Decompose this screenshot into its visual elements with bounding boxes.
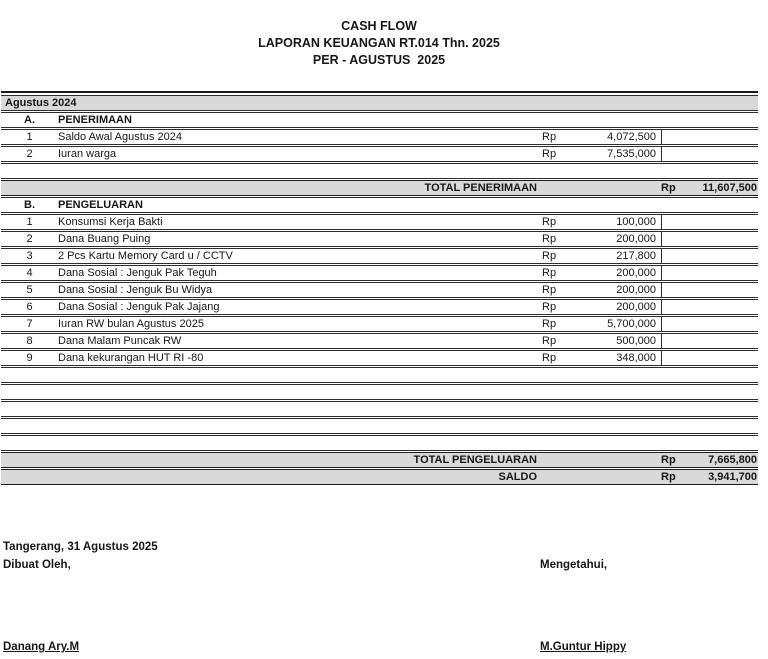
table-row	[1, 129, 758, 145]
row-number: 6	[26, 301, 33, 313]
table-row	[1, 282, 758, 298]
section-a-header-row	[1, 112, 758, 128]
total-pengeluaran-row	[1, 452, 758, 468]
empty-row	[1, 435, 758, 451]
row-number: 7	[26, 318, 33, 330]
row-amount: 200,000	[616, 233, 656, 245]
currency-label: Rp	[661, 471, 676, 483]
saldo-amount: 3,941,700	[708, 471, 757, 483]
row-description: Dana Sosial : Jenguk Pak Teguh	[58, 267, 217, 279]
row-description: Konsumsi Kerja Bakti	[58, 216, 163, 228]
total-penerimaan-amount: 11,607,500	[702, 182, 757, 194]
right-spacer-cell	[661, 147, 758, 161]
currency-label: Rp	[542, 148, 557, 160]
row-number: 5	[26, 284, 33, 296]
empty-row	[1, 367, 758, 383]
right-spacer-cell	[661, 317, 758, 331]
empty-row	[1, 401, 758, 417]
currency-label: Rp	[542, 301, 557, 313]
row-amount: 100,000	[616, 216, 656, 228]
table-row	[1, 299, 758, 315]
right-spacer-cell	[661, 266, 758, 280]
report-period: PER - AGUSTUS 2025	[312, 53, 446, 67]
currency-label: Rp	[542, 233, 557, 245]
table-row	[1, 333, 758, 349]
table-top-rule	[1, 91, 758, 93]
row-description: Dana Sosial : Jenguk Pak Jajang	[58, 301, 220, 313]
table-row	[1, 350, 758, 366]
currency-label: Rp	[542, 250, 557, 262]
row-amount: 200,000	[616, 267, 656, 279]
report-subtitle: LAPORAN KEUANGAN RT.014 Thn. 2025	[258, 36, 500, 50]
total-pengeluaran-label: TOTAL PENGELUARAN	[413, 454, 537, 466]
saldo-label: SALDO	[498, 471, 537, 483]
prepared-by-signature-name: Danang Ary.M	[3, 641, 80, 653]
right-spacer-cell	[661, 130, 758, 144]
report-title: CASH FLOW	[341, 19, 417, 33]
row-description: Iuran RW bulan Agustus 2025	[58, 318, 204, 330]
section-a-code: A.	[24, 114, 35, 126]
period-header-row	[1, 95, 758, 111]
period-label: Agustus 2024	[5, 97, 77, 109]
place-date-line: Tangerang, 31 Agustus 2025	[3, 541, 158, 553]
row-description: Iuran warga	[58, 148, 117, 160]
row-number: 8	[26, 335, 33, 347]
table-row	[1, 214, 758, 230]
table-row	[1, 248, 758, 264]
row-description: 2 Pcs Kartu Memory Card u / CCTV	[58, 250, 233, 262]
currency-label: Rp	[542, 284, 557, 296]
row-amount: 7,535,000	[607, 148, 656, 160]
row-description: Dana Buang Puing	[58, 233, 151, 245]
saldo-row	[1, 469, 758, 485]
empty-row	[1, 418, 758, 434]
cash-flow-table	[1, 91, 758, 486]
table-row	[1, 146, 758, 162]
row-amount: 200,000	[616, 301, 656, 313]
section-b-heading: PENGELUARAN	[58, 199, 143, 211]
right-spacer-cell	[661, 300, 758, 314]
row-description: Dana Malam Puncak RW	[58, 335, 182, 347]
row-amount: 500,000	[616, 335, 656, 347]
row-number: 1	[26, 131, 33, 143]
table-row	[1, 265, 758, 281]
currency-label: Rp	[661, 454, 676, 466]
section-b-code: B.	[24, 199, 35, 211]
row-number: 4	[26, 267, 33, 279]
currency-label: Rp	[661, 182, 676, 194]
right-spacer-cell	[661, 215, 758, 229]
right-spacer-cell	[661, 249, 758, 263]
currency-label: Rp	[542, 352, 557, 364]
acknowledged-signature-name: M.Guntur Hippy	[540, 641, 627, 653]
acknowledged-label: Mengetahui,	[540, 559, 608, 571]
total-penerimaan-row	[1, 180, 758, 196]
row-amount: 4,072,500	[607, 131, 656, 143]
row-number: 2	[26, 233, 33, 245]
right-spacer-cell	[661, 351, 758, 365]
row-amount: 217,800	[616, 250, 656, 262]
right-spacer-cell	[661, 283, 758, 297]
empty-row	[1, 384, 758, 400]
row-number: 3	[26, 250, 33, 262]
table-row	[1, 231, 758, 247]
currency-label: Rp	[542, 131, 557, 143]
total-pengeluaran-amount: 7,665,800	[708, 454, 757, 466]
row-number: 2	[26, 148, 33, 160]
prepared-by-label: Dibuat Oleh,	[3, 559, 71, 571]
right-spacer-cell	[661, 232, 758, 246]
right-spacer-cell	[661, 334, 758, 348]
row-description: Dana kekurangan HUT RI -80	[58, 352, 204, 364]
section-a-heading: PENERIMAAN	[58, 114, 132, 126]
row-description: Saldo Awal Agustus 2024	[58, 131, 182, 143]
section-b-header-row	[1, 197, 758, 213]
row-amount: 5,700,000	[607, 318, 656, 330]
empty-row	[1, 163, 758, 179]
row-number: 1	[26, 216, 33, 228]
total-penerimaan-label: TOTAL PENERIMAAN	[424, 182, 537, 194]
row-amount: 348,000	[616, 352, 656, 364]
currency-label: Rp	[542, 216, 557, 228]
table-row	[1, 316, 758, 332]
row-number: 9	[26, 352, 33, 364]
currency-label: Rp	[542, 267, 557, 279]
currency-label: Rp	[542, 318, 557, 330]
row-description: Dana Sosial : Jenguk Bu Widya	[58, 284, 213, 296]
report-title-block	[0, 18, 758, 69]
currency-label: Rp	[542, 335, 557, 347]
row-amount: 200,000	[616, 284, 656, 296]
